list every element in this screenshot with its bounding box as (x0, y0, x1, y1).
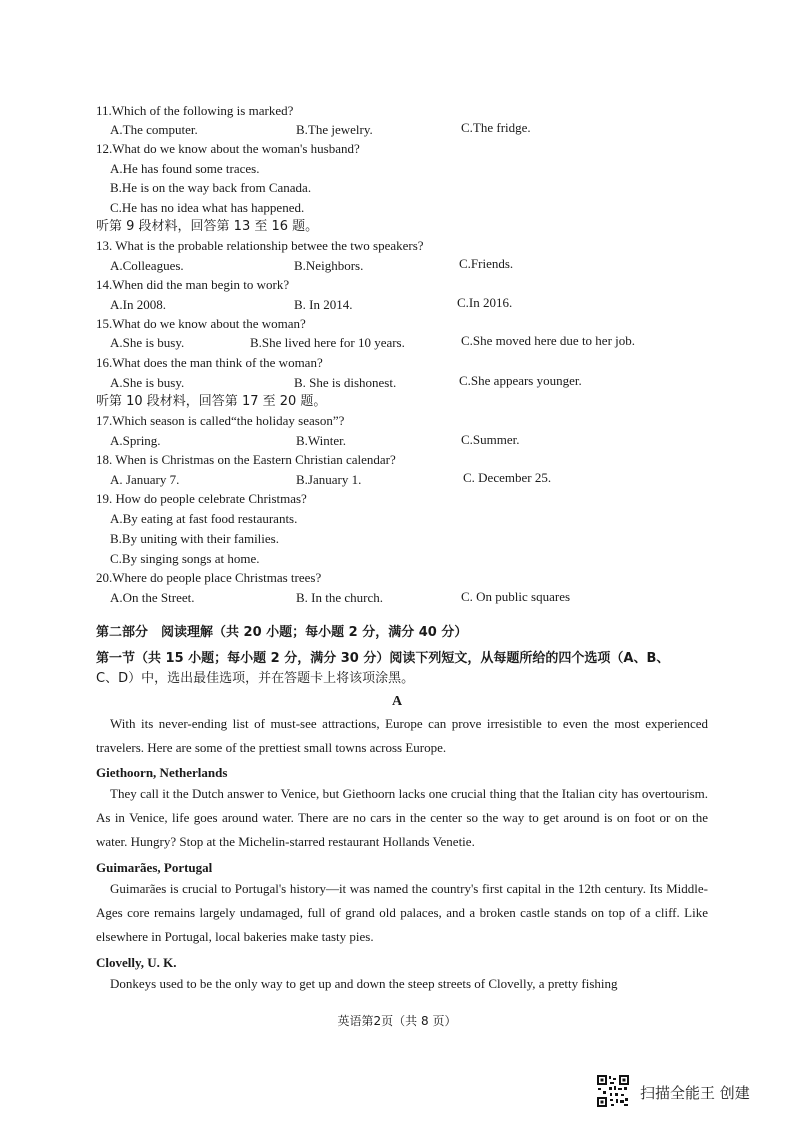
q12-option-c: C.He has no idea what has happened. (110, 200, 305, 215)
town-text-guimaraes: Guimarães is crucial to Portugal's history—it was named the country's first capital in the 12th century. Its Middle-Ages core remains largely undamaged, full of grand old palaces, and a broken castle stands on top of a cliff. Like elsewhere in Portugal, local bakeries make tasty pies. (96, 881, 708, 944)
q18-option-c: C. December 25. (463, 470, 552, 485)
q13-option-b: B.Neighbors. (294, 258, 364, 273)
question-15-stem: 15.What do we know about the woman? (96, 316, 306, 331)
question-11-stem: 11.Which of the following is marked? (96, 103, 294, 118)
q14-option-c: C.In 2016. (457, 295, 513, 310)
question-18-stem: 18. When is Christmas on the Eastern Christian calendar? (96, 452, 396, 467)
q12-option-b: B.He is on the way back from Canada. (110, 180, 312, 195)
q17-option-a: A.Spring. (110, 433, 161, 448)
q18-option-a: A. January 7. (110, 472, 180, 487)
q18-option-b: B.January 1. (296, 472, 362, 487)
q20-option-a: A.On the Street. (110, 590, 195, 605)
q15-option-a: A.She is busy. (110, 335, 185, 350)
q13-option-a: A.Colleagues. (110, 258, 184, 273)
section-1-instruction-text-1: 第一节（共 15 小题；每小题 2 分，满分 30 分）阅读下列短文，从每题所给的四个选项（A、B、 (96, 651, 670, 666)
q13-option-c: C.Friends. (459, 256, 514, 271)
section-1-instruction-line-1 (96, 651, 710, 667)
q20-option-c: C. On public squares (461, 589, 571, 604)
q17-option-c: C.Summer. (461, 432, 520, 447)
watermark-text: 扫描全能王 创建 (640, 1084, 750, 1102)
q14-option-b: B. In 2014. (294, 297, 353, 312)
town-heading-guimaraes: Guimarães, Portugal (96, 860, 213, 875)
town-heading-clovelly: Clovelly, U. K. (96, 955, 177, 970)
section-10-instruction: 听第 10 段材料，回答第 17 至 20 题。 (96, 394, 327, 409)
question-19-stem: 19. How do people celebrate Christmas? (96, 491, 307, 506)
page-footer: 英语第2页（共 8 页） (337, 1014, 457, 1028)
town-text-giethoorn: They call it the Dutch answer to Venice, but Giethoorn lacks one crucial thing that the Italian city has overtourism. As in Venice, life goes around water. There are no cars in the center so the way to get around is on foot or on the water. Hungry? Stop at the Michelin-starred restaurant Hollands Venetie. (96, 786, 708, 849)
q11-option-c: C.The fridge. (461, 120, 531, 135)
passage-letter: A (391, 694, 403, 709)
q16-option-b: B. She is dishonest. (294, 375, 397, 390)
q19-option-c: C.By singing songs at home. (110, 551, 260, 566)
question-12-stem: 12.What do we know about the woman's husband? (96, 141, 360, 156)
q19-option-a: A.By eating at fast food restaurants. (110, 511, 298, 526)
question-14-stem: 14.When did the man begin to work? (96, 277, 290, 292)
question-20-stem: 20.Where do people place Christmas trees? (96, 570, 322, 585)
q11-option-b: B.The jewelry. (296, 122, 373, 137)
passage-intro: With its never-ending list of must-see attractions, Europe can prove irresistible to even the most experienced travelers. Here are some of the prettiest small towns across Europe. (96, 716, 708, 755)
section-9-instruction: 听第 9 段材料，回答第 13 至 16 题。 (96, 219, 319, 234)
q15-option-b: B.She lived here for 10 years. (250, 335, 405, 350)
q12-option-a: A.He has found some traces. (110, 161, 260, 176)
q19-option-b: B.By uniting with their families. (110, 531, 279, 546)
q17-option-b: B.Winter. (296, 433, 347, 448)
q14-option-a: A.In 2008. (110, 297, 166, 312)
q16-option-a: A.She is busy. (110, 375, 185, 390)
question-13-stem: 13. What is the probable relationship betwee the two speakers? (96, 238, 424, 253)
q20-option-b: B. In the church. (296, 590, 384, 605)
part-2-title: 第二部分 阅读理解（共 20 小题；每小题 2 分，满分 40 分） (96, 625, 468, 640)
q15-option-c: C.She moved here due to her job. (461, 333, 636, 348)
section-1-instruction-line-2: C、D）中，选出最佳选项，并在答题卡上将该项涂黑。 (96, 671, 415, 686)
qr-code-icon (596, 1074, 630, 1108)
q16-option-c: C.She appears younger. (459, 373, 582, 388)
question-17-stem: 17.Which season is called“the holiday season”? (96, 413, 345, 428)
question-16-stem: 16.What does the man think of the woman? (96, 355, 323, 370)
town-heading-giethoorn: Giethoorn, Netherlands (96, 765, 228, 780)
town-text-clovelly: Donkeys used to be the only way to get up and down the steep streets of Clovelly, a pretty fishing (110, 976, 618, 991)
q11-option-a: A.The computer. (110, 122, 198, 137)
